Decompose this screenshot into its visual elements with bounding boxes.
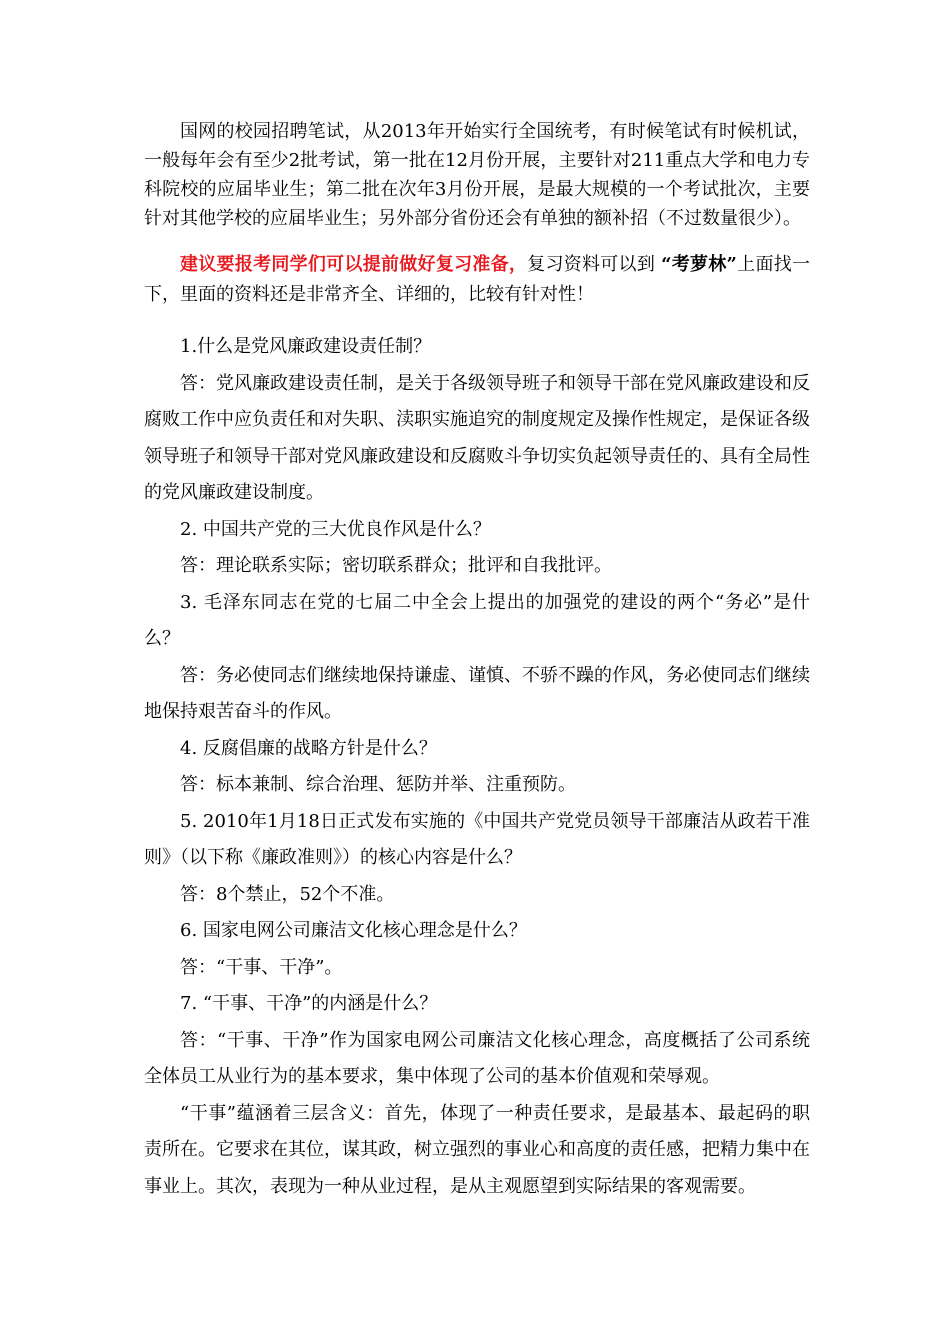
answer-3: 答：务必使同志们继续地保持谦虚、谨慎、不骄不躁的作风，务必使同志们继续地保持艰苦奋斗的作风。	[144, 664, 810, 722]
question-4: 4. 反腐倡廉的战略方针是什么？	[180, 737, 437, 759]
question-5: 5. 2010年1月18日正式发布实施的《中国共产党党员领导干部廉洁从政若干准则》（以下称《廉政准则》）的核心内容是什么？	[144, 810, 810, 868]
question-7: 7. “干事、干净”的内涵是什么？	[180, 993, 438, 1014]
answer-5: 答：8个禁止，52个不准。	[180, 883, 395, 905]
answer-1: 答：党风廉政建设责任制，是关于各级领导班子和领导干部在党风廉政建设和反腐败工作中应负责任和对失职、渎职实施追究的制度规定及操作性规定，是保证各级领导班子和领导干部对党风廉政建设和反腐败斗争切实负起领导责任的、具有全局性的党风廉政建设制度。	[144, 372, 810, 503]
promo-text-after: 上面找一下，里面的资料还是非常齐全、详细的，比较有针对性！	[144, 254, 810, 305]
question-6: 6. 国家电网公司廉洁文化核心理念是什么？	[180, 920, 527, 941]
promo-paragraph	[144, 250, 810, 310]
promo-highlight: 建议要报考同学们可以提前做好复习准备，	[180, 254, 528, 275]
promo-brand: “考萝林”	[661, 254, 737, 275]
qa-section	[144, 329, 810, 1205]
question-2: 2. 中国共产党的三大优良作风是什么？	[180, 518, 491, 540]
question-1: 1.什么是党风廉政建设责任制？	[180, 336, 432, 357]
answer-7-continued: “干事”蕴涵着三层含义：首先，体现了一种责任要求，是最基本、最起码的职责所在。它要求在其位，谋其政，树立强烈的事业心和高度的责任感，把精力集中在事业上。其次，表现为一种从业过程，是从主观愿望到实际结果的客观需要。	[144, 1102, 810, 1197]
answer-7: 答：“干事、干净”作为国家电网公司廉洁文化核心理念，高度概括了公司系统全体员工从业行为的基本要求，集中体现了公司的基本价值观和荣辱观。	[144, 1029, 810, 1087]
answer-2: 答：理论联系实际；密切联系群众；批评和自我批评。	[180, 555, 612, 576]
question-3: 3. 毛泽东同志在党的七届二中全会上提出的加强党的建设的两个“务必”是什么？	[144, 591, 810, 649]
answer-6: 答：“干事、干净”。	[180, 956, 343, 978]
promo-text-before: 复习资料可以到	[527, 254, 662, 275]
answer-4: 答：标本兼制、综合治理、惩防并举、注重预防。	[180, 774, 576, 795]
intro-paragraph: 国网的校园招聘笔试，从2013年开始实行全国统考，有时候笔试有时候机试，一般每年会有至少2批考试，第一批在12月份开展，主要针对211重点大学和电力专科院校的应届毕业生；第二批在次年3月份开展，是最大规模的一个考试批次，主要针对其他学校的应届毕业生；另外部分省份还会有单独的额补招（不过数量很少）。	[144, 121, 810, 229]
intro-section	[144, 117, 810, 233]
